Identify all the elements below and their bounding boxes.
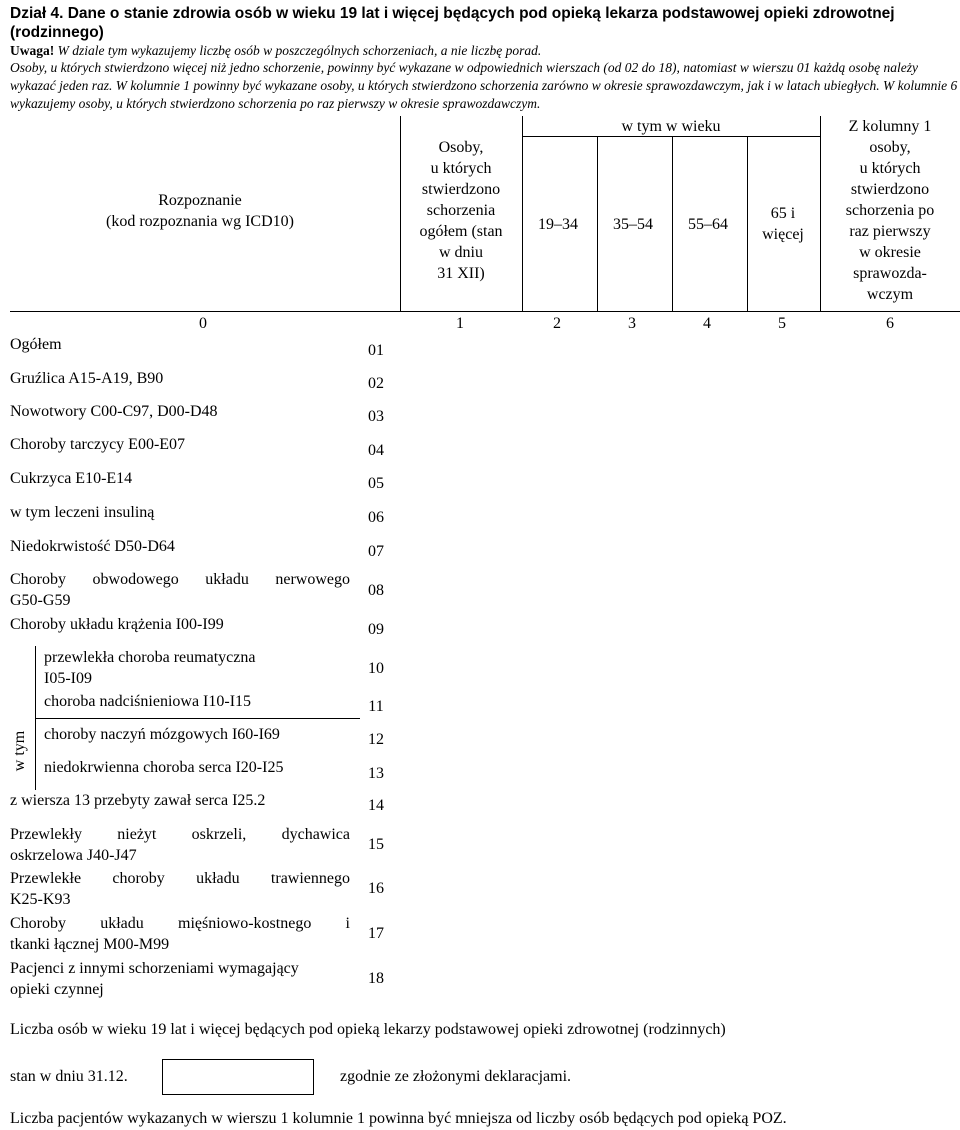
row-18-label-line1: Pacjenci z innymi schorzeniami wymagający bbox=[10, 960, 299, 977]
row-05-label: Cukrzyca E10-E14 bbox=[10, 470, 133, 487]
row-04-number: 04 bbox=[368, 442, 384, 459]
row-07-number: 07 bbox=[368, 543, 384, 560]
row-16-number: 16 bbox=[368, 880, 384, 897]
col-number-0: 0 bbox=[199, 315, 207, 332]
row-12-label: choroby naczyń mózgowych I60-I69 bbox=[44, 726, 280, 743]
rule-age-group bbox=[522, 136, 820, 137]
row-09-number: 09 bbox=[368, 621, 384, 638]
col-number-3: 3 bbox=[628, 315, 636, 332]
rule-col2-col3 bbox=[597, 136, 598, 311]
row-14-label: z wiersza 13 przebyty zawał serca I25.2 bbox=[10, 792, 266, 809]
row-13-label: niedokrwienna choroba serca I20-I25 bbox=[44, 759, 284, 776]
row-05-number: 05 bbox=[368, 475, 384, 492]
rule-col0-col1 bbox=[400, 116, 401, 311]
rule-header-bottom bbox=[10, 311, 960, 312]
row-16-label-line2: K25-K93 bbox=[10, 891, 71, 908]
row-06-number: 06 bbox=[368, 509, 384, 526]
col-number-4: 4 bbox=[703, 315, 711, 332]
row-08-label-line2: G50-G59 bbox=[10, 592, 71, 609]
row-08-label-line1: Choroby obwodowego układu nerwowego bbox=[10, 571, 350, 588]
header-rozpoznanie: Rozpoznanie (kod rozpoznania wg ICD10) bbox=[106, 192, 294, 230]
row-02-number: 02 bbox=[368, 375, 384, 392]
row-15-number: 15 bbox=[368, 836, 384, 853]
row-14-number: 14 bbox=[368, 797, 384, 814]
header-col6: Z kolumny 1 osoby, u których stwierdzono schorzenia po raz pierwszy w okresie sprawozda- wczym bbox=[845, 118, 935, 303]
row-02-label: Gruźlica A15-A19, B90 bbox=[10, 370, 164, 387]
row-10-number: 10 bbox=[368, 660, 384, 677]
col-number-6: 6 bbox=[886, 315, 894, 332]
row-11-label: choroba nadciśnieniowa I10-I15 bbox=[44, 693, 252, 710]
row-01-number: 01 bbox=[368, 342, 384, 359]
row-09-label: Choroby układu krążenia I00-I99 bbox=[10, 616, 224, 633]
row-12-number: 12 bbox=[368, 731, 384, 748]
row-08-number: 08 bbox=[368, 582, 384, 599]
rule-col3-col4 bbox=[672, 136, 673, 311]
rule-col5-col6 bbox=[820, 116, 821, 311]
section-title: Dział 4. Dane o stanie zdrowia osób w wieku 19 lat i więcej będących pod opieką lekarza podstawowej opieki zdrowotnej (rodzinnego) bbox=[10, 5, 895, 41]
note-label: Uwaga! bbox=[10, 43, 55, 58]
header-age-55-64: 55–64 bbox=[688, 216, 728, 233]
footer-line1: Liczba osób w wieku 19 lat i więcej będących pod opieką lekarzy podstawowej opieki zdrowotnej (rodzinnych) bbox=[10, 1021, 726, 1038]
header-age-65: 65 i więcej bbox=[762, 205, 804, 243]
row-17-label-line2: tkanki łącznej M00-M99 bbox=[10, 936, 170, 953]
row-07-label: Niedokrwistość D50-D64 bbox=[10, 538, 175, 555]
row-04-label: Choroby tarczycy E00-E07 bbox=[10, 436, 186, 453]
rule-col1-age bbox=[522, 116, 523, 311]
header-col1: Osoby, u których stwierdzono schorzenia ogółem (stan w dniu 31 XII) bbox=[419, 139, 503, 282]
stan-date-input[interactable] bbox=[162, 1059, 314, 1095]
row-06-label: w tym leczeni insuliną bbox=[10, 504, 155, 521]
footer-line3: Liczba pacjentów wykazanych w wierszu 1 kolumnie 1 powinna być mniejsza od liczby osób będących pod opieką POZ. bbox=[10, 1110, 787, 1127]
footer-stan-label: stan w dniu 31.12. bbox=[10, 1068, 128, 1085]
row-18-number: 18 bbox=[368, 970, 384, 987]
note bbox=[10, 42, 958, 59]
header-age-35-54: 35–54 bbox=[613, 216, 653, 233]
note-text: W dziale tym wykazujemy liczbę osób w poszczególnych schorzeniach, a nie liczbę porad. bbox=[57, 43, 542, 58]
row-18-label-line2: opieki czynnej bbox=[10, 981, 104, 998]
row-16-label-line1: Przewlekłe choroby układu trawiennego bbox=[10, 870, 350, 887]
rule-subgroup bbox=[35, 718, 360, 719]
row-17-number: 17 bbox=[368, 925, 384, 942]
row-03-number: 03 bbox=[368, 408, 384, 425]
row-10-label-line1: przewlekła choroba reumatyczna bbox=[44, 649, 256, 666]
row-01-label: Ogółem bbox=[10, 336, 62, 353]
header-age-19-34: 19–34 bbox=[538, 216, 578, 233]
col-number-2: 2 bbox=[553, 315, 561, 332]
header-age-group: w tym w wieku bbox=[621, 118, 721, 135]
row-03-label: Nowotwory C00-C97, D00-D48 bbox=[10, 403, 218, 420]
col-number-1: 1 bbox=[456, 315, 464, 332]
row-13-number: 13 bbox=[368, 765, 384, 782]
row-15-label-line2: oskrzelowa J40-J47 bbox=[10, 847, 137, 864]
w-tym-vertical-label bbox=[5, 720, 35, 782]
row-10-label-line2: I05-I09 bbox=[44, 670, 92, 687]
row-17-label-line1: Choroby układu mięśniowo-kostnego i bbox=[10, 915, 350, 932]
row-15-label-line1: Przewlekły nieżyt oskrzeli, dychawica bbox=[10, 826, 350, 843]
w-tym-text: w tym bbox=[11, 730, 28, 772]
footer-zgodnie: zgodnie ze złożonymi deklaracjami. bbox=[340, 1068, 572, 1085]
note-paragraph: Osoby, u których stwierdzono więcej niż jedno schorzenie, powinny być wykazane w odpowiednich wierszach (od 02 do 18), natomiast w wierszu 01 każdą osobę należy wykazać jeden raz. W kolumnie 1 powinny być wykazane osoby, u których stwierdzono schorzenia zarówno w okresie sprawozdawczym, jak i w latach ubiegłych. W kolumnie 6 wykazujemy osoby, u których stwierdzono schorzenia po raz pierwszy w okresie sprawozdawczym. bbox=[10, 60, 958, 111]
rule-col4-col5 bbox=[747, 136, 748, 311]
col-number-5: 5 bbox=[778, 315, 786, 332]
row-11-number: 11 bbox=[368, 698, 384, 715]
